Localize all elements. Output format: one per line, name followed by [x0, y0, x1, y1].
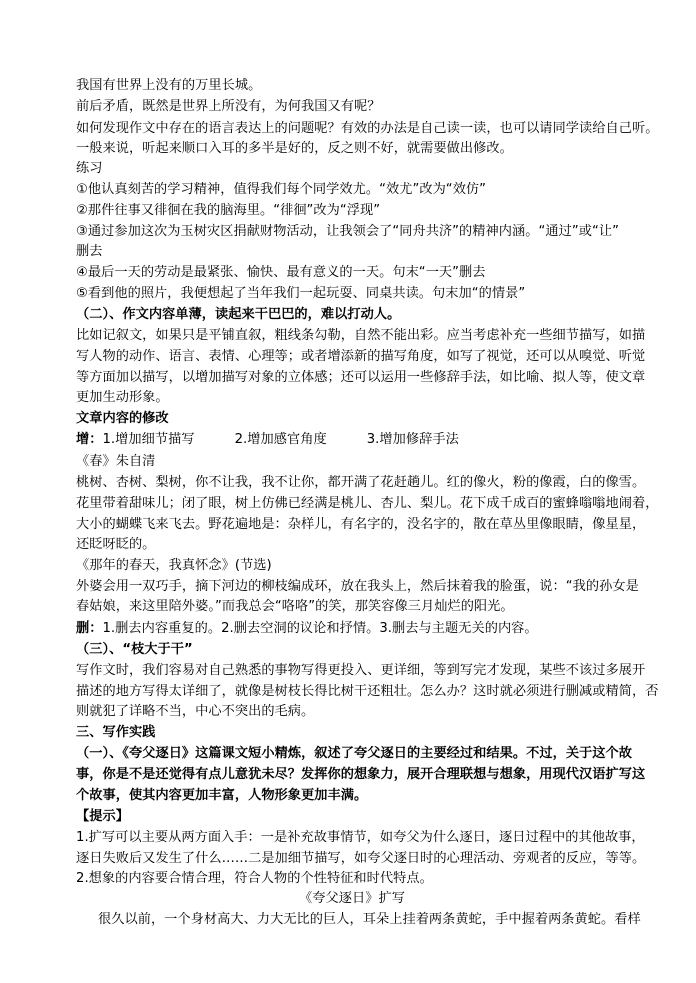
list-item: 2.增加感官角度 [234, 432, 327, 447]
label-add: 增： [76, 432, 103, 447]
essay-title: 《夸父逐日》扩写 [299, 891, 405, 906]
section-heading: 文章内容的修改 [76, 411, 169, 426]
text-line: 逐日失败后又发生了什么……二是加细节描写，如夸父逐日时的心理活动、旁观者的反应，等等。 [76, 851, 646, 866]
text-line: 一般来说，听起来顺口入耳的多半是好的，反之则不好，就需要做出修改。 [76, 141, 513, 156]
text-line: 写人物的动作、语言、表情、心理等；或者增添新的描写角度，如写了视觉，还可以从嗅觉、听觉 [76, 349, 646, 364]
text-line: 描述的地方写得太详细了，就像是树枝长得比树干还粗壮。怎么办？这时就必须进行删减或精简，否 [76, 684, 659, 699]
text-line: 2.想象的内容要合情合理，符合人物的个性特征和时代特点。 [76, 871, 433, 886]
list-item: 1.删去内容重复的。2.删去空洞的议论和抒情。3.删去与主题无关的内容。 [102, 621, 538, 636]
text-line: ①他认真刻苦的学习精神，值得我们每个同学效尤。“效尤”改为“效仿” [76, 182, 487, 197]
text-line: 事，你是不是还觉得有点儿意犹未尽？发挥你的想象力，展开合理联想与想象，用现代汉语扩写这 [76, 767, 646, 782]
text-line: 1.扩写可以主要从两方面入手：一是补充故事情节，如夸父为什么逐日，逐日过程中的其他故事， [76, 830, 645, 845]
text-line: 写作文时，我们容易对自己熟悉的事物写得更投入、更详细，等到写完才发现，某些不该过多展开 [76, 663, 646, 678]
list-line [76, 431, 459, 448]
text-line: 我国有世界上没有的万里长城。 [76, 78, 262, 93]
text-line: 更加生动形象。 [76, 390, 169, 405]
text-line: 还眨呀眨的。 [76, 537, 156, 552]
text-line: 花里带着甜味儿；闭了眼，树上仿佛已经满是桃儿、杏儿、梨儿。花下成千成百的蜜蜂嗡嗡地闹着， [76, 496, 659, 511]
list-item: 3.增加修辞手法 [366, 432, 459, 447]
text-line: ②那件往事又徘徊在我的脑海里。“徘徊”改为“浮现” [76, 203, 381, 218]
text-line: 删去 [76, 244, 103, 259]
text-line: 《春》朱自清 [76, 454, 156, 469]
section-heading: 三、写作实践 [76, 725, 156, 740]
text-line: 练习 [76, 161, 103, 176]
list-line [76, 620, 538, 637]
text-line: 《那年的春天，我真怀念》(节选) [76, 558, 272, 573]
text-line: 外婆会用一双巧手，摘下河边的柳枝编成环，放在我头上，然后抹着我的脸蛋，说：“我的孙女是 [76, 579, 639, 594]
text-line: 则就犯了详略不当，中心不突出的毛病。 [76, 704, 315, 719]
text-line: 春姑娘，来这里陪外婆。”而我总会“咯咯”的笑，那笑容像三月灿烂的阳光。 [76, 599, 514, 614]
essay-body: 很久以前，一个身材高大、力大无比的巨人，耳朵上挂着两条黄蛇，手中握着两条黄蛇。看样 [98, 912, 641, 927]
text-line: 大小的蝴蝶飞来飞去。野花遍地是：杂样儿，有名字的，没名字的，散在草丛里像眼睛，像星星， [76, 517, 646, 532]
text-line: 如何发现作文中存在的语言表达上的问题呢？有效的办法是自己读一读，也可以请同学读给自己听。 [76, 121, 659, 136]
text-line: ⑤看到他的照片，我便想起了当年我们一起玩耍、同桌共读。句末加“的情景” [76, 286, 526, 301]
text-line: 等方面加以描写，以增加描写对象的立体感；还可以运用一些修辞手法，如比喻、拟人等，使文章 [76, 370, 646, 385]
text-line: ③通过参加这次为玉树灾区捐献财物活动，让我领会了“同舟共济”的精神内涵。“通过”或“让” [76, 224, 619, 239]
text-line: （一）、《夸父逐日》这篇课文短小精炼，叙述了夸父逐日的主要经过和结果。不过，关于这个故 [76, 746, 633, 761]
section-heading: （二）、作文内容单薄，读起来干巴巴的，难以打动人。 [76, 307, 401, 322]
text-line: ④最后一天的劳动是最紧张、愉快、最有意义的一天。句末“一天”删去 [76, 265, 486, 280]
section-heading: 【提示】 [76, 809, 129, 824]
text-line: 个故事，使其内容更加丰富，人物形象更加丰满。 [76, 788, 368, 803]
text-line [76, 911, 641, 928]
list-item: 1.增加细节描写 [102, 432, 195, 447]
text-line: 前后矛盾，既然是世界上所没有，为何我国又有呢？ [76, 99, 381, 114]
section-heading: （三）、“枝大于干” [76, 642, 193, 657]
label-delete: 删： [76, 621, 103, 636]
text-line: 桃树、杏树、梨树，你不让我，我不让你，都开满了花赶趟儿。红的像火，粉的像霞，白的像雪。 [76, 475, 646, 490]
text-line: 比如记叙文，如果只是平铺直叙，粗线条勾勒，自然不能出彩。应当考虑补充一些细节描写，如描 [76, 328, 646, 343]
